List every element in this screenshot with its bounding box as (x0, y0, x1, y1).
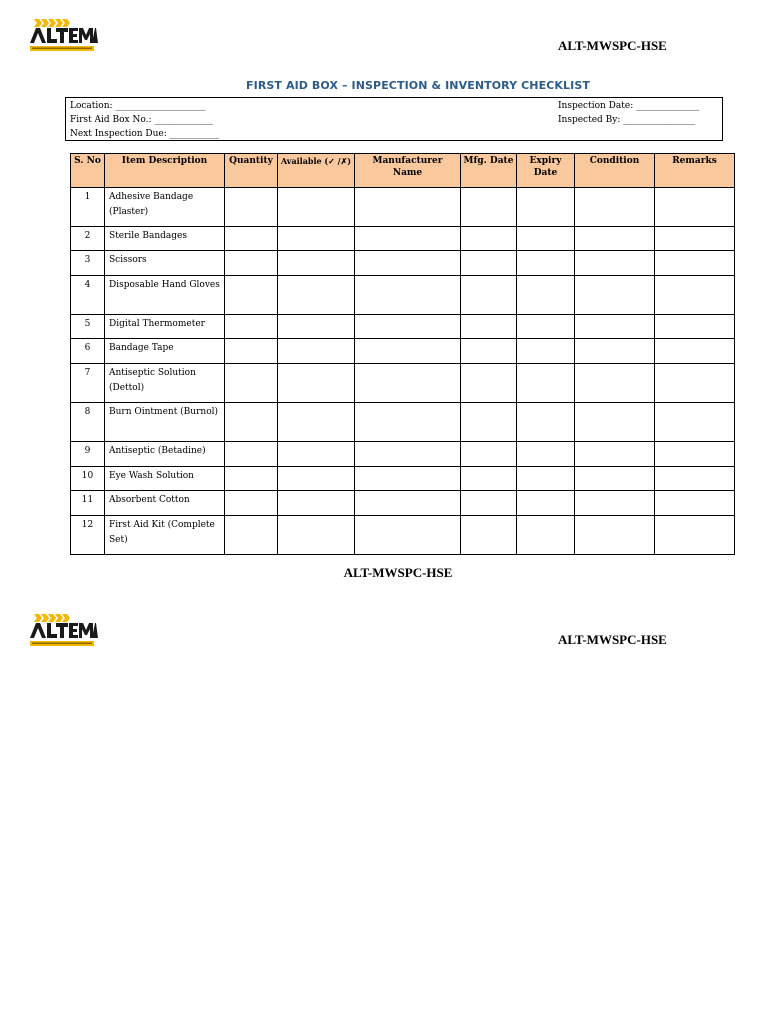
row-sno: 1 (71, 188, 105, 227)
mfg-date-cell[interactable] (461, 442, 517, 467)
table-row (71, 188, 735, 227)
mfg-date-cell[interactable] (461, 315, 517, 339)
row-item: Absorbent Cotton (105, 491, 225, 516)
expiry-date-cell[interactable] (517, 339, 575, 364)
manufacturer-cell[interactable] (355, 315, 461, 339)
row-sno: 7 (71, 364, 105, 403)
header-remarks: Remarks (655, 154, 735, 188)
inspection-date-field: Inspection Date: ______________ (558, 101, 700, 111)
row-sno: 3 (71, 251, 105, 276)
available-cell[interactable] (278, 491, 355, 516)
available-cell[interactable] (278, 442, 355, 467)
expiry-date-cell[interactable] (517, 227, 575, 251)
row-sno: 6 (71, 339, 105, 364)
manufacturer-cell[interactable] (355, 188, 461, 227)
manufacturer-cell[interactable] (355, 364, 461, 403)
table-row (71, 364, 735, 403)
next-inspection-due-field: Next Inspection Due: ___________ (70, 129, 220, 139)
table-row (71, 491, 735, 516)
condition-cell[interactable] (575, 442, 655, 467)
available-cell[interactable] (278, 364, 355, 403)
available-cell[interactable] (278, 315, 355, 339)
row-item: First Aid Kit (Complete Set) (105, 516, 225, 555)
mfg-date-cell[interactable] (461, 364, 517, 403)
mfg-date-cell[interactable] (461, 491, 517, 516)
manufacturer-cell[interactable] (355, 491, 461, 516)
location-field: Location: ____________________ (70, 101, 206, 111)
row-item: Disposable Hand Gloves (105, 276, 225, 315)
remarks-cell[interactable] (655, 442, 735, 467)
header-sno: S. No (71, 154, 105, 188)
row-item: Sterile Bandages (105, 227, 225, 251)
manufacturer-cell[interactable] (355, 276, 461, 315)
quantity-cell[interactable] (225, 188, 278, 227)
remarks-cell[interactable] (655, 276, 735, 315)
quantity-cell[interactable] (225, 516, 278, 555)
document-code-page-2: ALT-MWSPC-HSE (558, 632, 667, 647)
row-sno: 8 (71, 403, 105, 442)
mfg-date-cell[interactable] (461, 339, 517, 364)
row-item: Scissors (105, 251, 225, 276)
expiry-date-cell[interactable] (517, 251, 575, 276)
manufacturer-cell[interactable] (355, 227, 461, 251)
inventory-table (70, 153, 735, 555)
quantity-cell[interactable] (225, 339, 278, 364)
expiry-date-cell[interactable] (517, 516, 575, 555)
table-row (71, 315, 735, 339)
manufacturer-cell[interactable] (355, 251, 461, 276)
expiry-date-cell[interactable] (517, 442, 575, 467)
expiry-date-cell[interactable] (517, 364, 575, 403)
row-item: Digital Thermometer (105, 315, 225, 339)
remarks-cell[interactable] (655, 339, 735, 364)
available-cell[interactable] (278, 227, 355, 251)
mfg-date-cell[interactable] (461, 403, 517, 442)
manufacturer-cell[interactable] (355, 467, 461, 491)
remarks-cell[interactable] (655, 315, 735, 339)
mfg-date-cell[interactable] (461, 516, 517, 555)
condition-cell[interactable] (575, 491, 655, 516)
quantity-cell[interactable] (225, 227, 278, 251)
expiry-date-cell[interactable] (517, 276, 575, 315)
available-cell[interactable] (278, 403, 355, 442)
mfg-date-cell[interactable] (461, 276, 517, 315)
available-cell[interactable] (278, 188, 355, 227)
table-row (71, 442, 735, 467)
row-item: Eye Wash Solution (105, 467, 225, 491)
condition-cell[interactable] (575, 251, 655, 276)
row-sno: 11 (71, 491, 105, 516)
available-cell[interactable] (278, 251, 355, 276)
table-row (71, 276, 735, 315)
remarks-cell[interactable] (655, 516, 735, 555)
row-sno: 10 (71, 467, 105, 491)
expiry-date-cell[interactable] (517, 467, 575, 491)
row-sno: 2 (71, 227, 105, 251)
quantity-cell[interactable] (225, 467, 278, 491)
quantity-cell[interactable] (225, 491, 278, 516)
available-cell[interactable] (278, 467, 355, 491)
row-sno: 5 (71, 315, 105, 339)
expiry-date-cell[interactable] (517, 491, 575, 516)
condition-cell[interactable] (575, 315, 655, 339)
mfg-date-cell[interactable] (461, 251, 517, 276)
available-cell[interactable] (278, 339, 355, 364)
mfg-date-cell[interactable] (461, 227, 517, 251)
condition-cell[interactable] (575, 339, 655, 364)
expiry-date-cell[interactable] (517, 188, 575, 227)
page-title: FIRST AID BOX – INSPECTION & INVENTORY CHECKLIST (246, 79, 590, 92)
table-row (71, 339, 735, 364)
condition-cell[interactable] (575, 188, 655, 227)
condition-cell[interactable] (575, 276, 655, 315)
available-cell[interactable] (278, 276, 355, 315)
quantity-cell[interactable] (225, 276, 278, 315)
row-item: Antiseptic (Betadine) (105, 442, 225, 467)
inspection-info-box (65, 97, 723, 141)
header-item-description: Item Description (105, 154, 225, 188)
header-condition: Condition (575, 154, 655, 188)
header-mfg-date: Mfg. Date (461, 154, 517, 188)
header-quantity: Quantity (225, 154, 278, 188)
row-item: Antiseptic Solution (Dettol) (105, 364, 225, 403)
expiry-date-cell[interactable] (517, 403, 575, 442)
first-aid-box-no-field: First Aid Box No.: _____________ (70, 115, 213, 125)
table-row (71, 516, 735, 555)
row-sno: 12 (71, 516, 105, 555)
row-item: Burn Ointment (Burnol) (105, 403, 225, 442)
remarks-cell[interactable] (655, 227, 735, 251)
header-manufacturer-name: Manufacturer Name (355, 154, 461, 188)
condition-cell[interactable] (575, 364, 655, 403)
mfg-date-cell[interactable] (461, 467, 517, 491)
available-cell[interactable] (278, 516, 355, 555)
remarks-cell[interactable] (655, 251, 735, 276)
condition-cell[interactable] (575, 467, 655, 491)
mfg-date-cell[interactable] (461, 188, 517, 227)
row-item: Adhesive Bandage (Plaster) (105, 188, 225, 227)
manufacturer-cell[interactable] (355, 403, 461, 442)
row-item: Bandage Tape (105, 339, 225, 364)
company-logo (30, 19, 98, 53)
table-row (71, 227, 735, 251)
quantity-cell[interactable] (225, 442, 278, 467)
remarks-cell[interactable] (655, 188, 735, 227)
condition-cell[interactable] (575, 227, 655, 251)
inspected-by-field: Inspected By: ________________ (558, 115, 696, 125)
row-sno: 9 (71, 442, 105, 467)
table-row (71, 251, 735, 276)
company-logo-page-2 (30, 614, 98, 648)
quantity-cell[interactable] (225, 315, 278, 339)
quantity-cell[interactable] (225, 403, 278, 442)
row-sno: 4 (71, 276, 105, 315)
header-expiry-date: Expiry Date (517, 154, 575, 188)
table-row (71, 403, 735, 442)
table-header-row (71, 154, 735, 188)
remarks-cell[interactable] (655, 364, 735, 403)
expiry-date-cell[interactable] (517, 315, 575, 339)
manufacturer-cell[interactable] (355, 442, 461, 467)
table-row (71, 467, 735, 491)
footer-document-code: ALT-MWSPC-HSE (343, 565, 453, 580)
manufacturer-cell[interactable] (355, 339, 461, 364)
remarks-cell[interactable] (655, 491, 735, 516)
header-available: Available (✓ /✗) (278, 154, 355, 188)
quantity-cell[interactable] (225, 364, 278, 403)
manufacturer-cell[interactable] (355, 516, 461, 555)
remarks-cell[interactable] (655, 403, 735, 442)
document-code: ALT-MWSPC-HSE (558, 38, 667, 53)
condition-cell[interactable] (575, 403, 655, 442)
quantity-cell[interactable] (225, 251, 278, 276)
remarks-cell[interactable] (655, 467, 735, 491)
condition-cell[interactable] (575, 516, 655, 555)
